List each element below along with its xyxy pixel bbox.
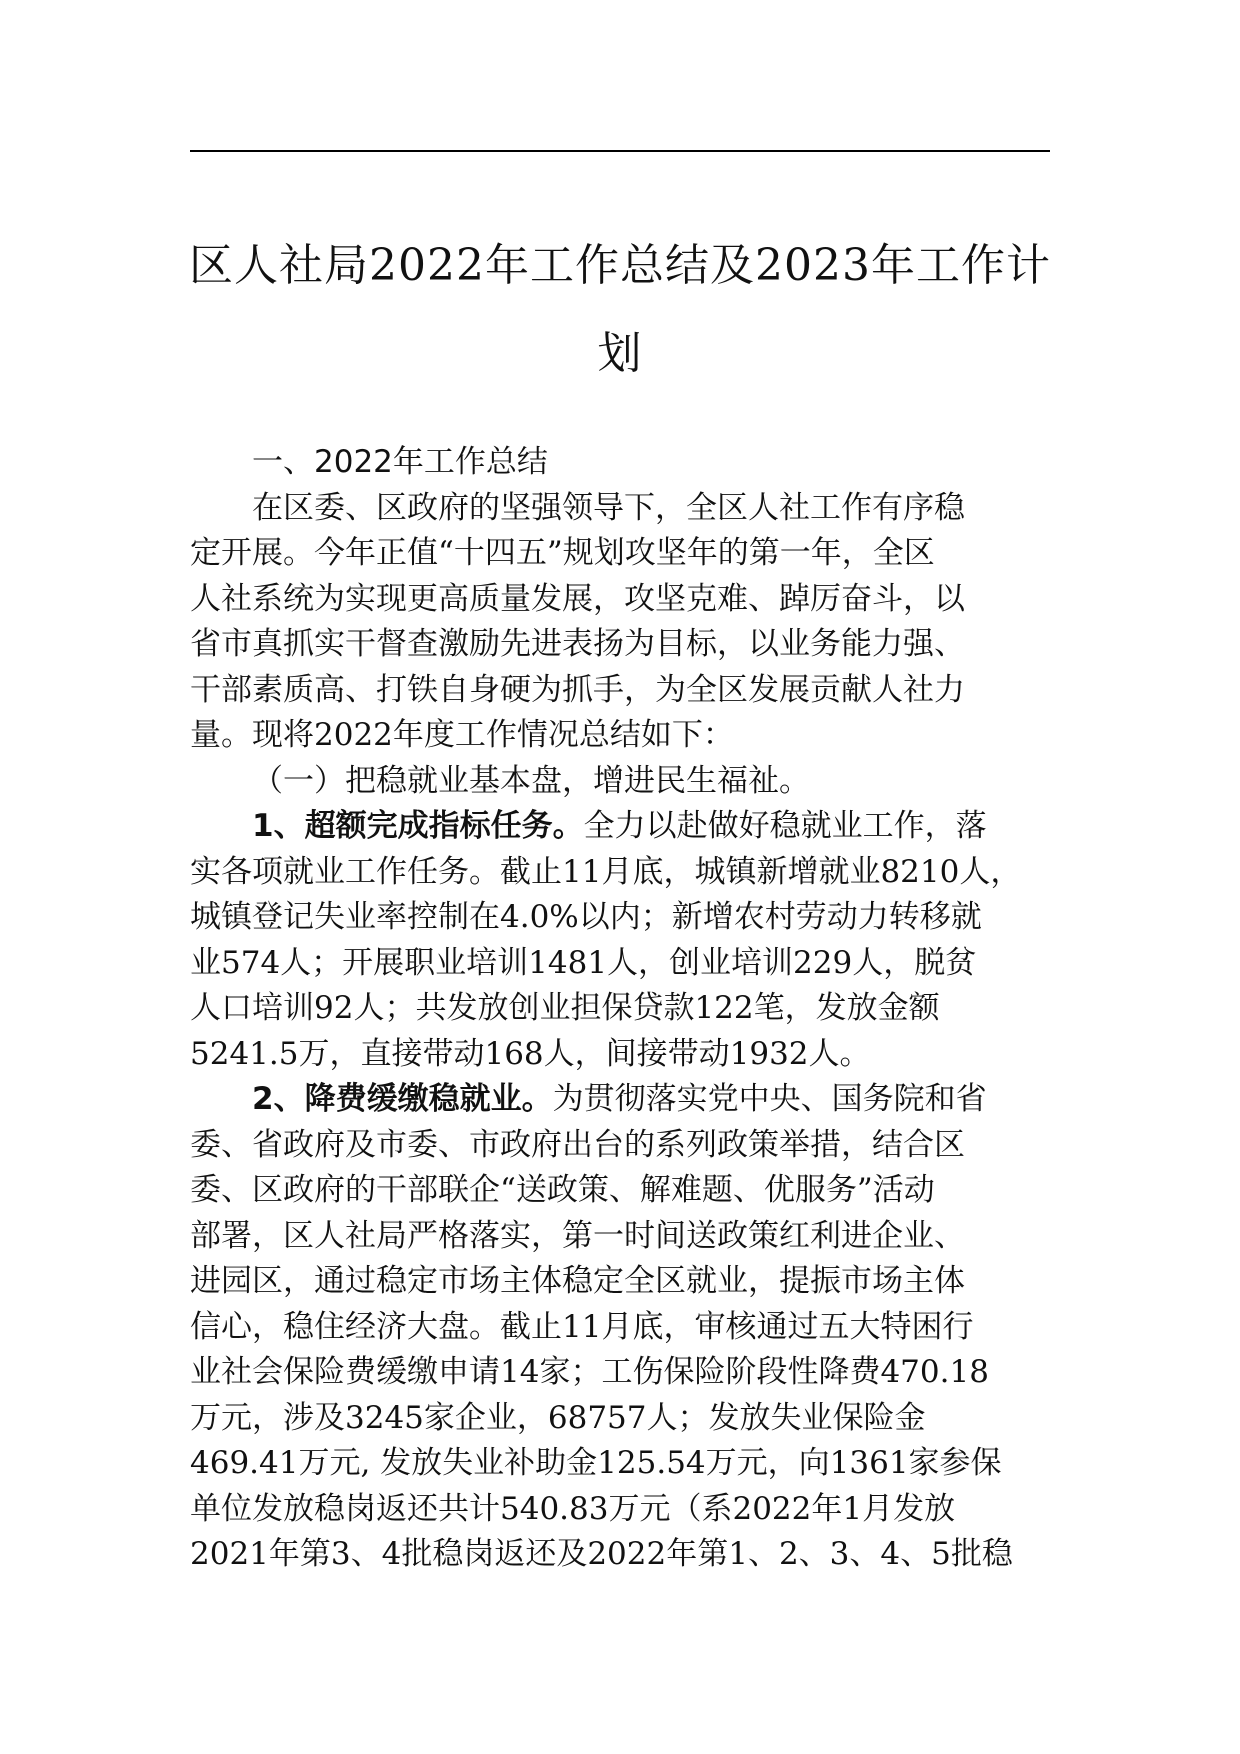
section-heading: 一、2022年工作总结 [252,444,548,480]
item-2-line: 部署，区人社局严格落实，第一时间送政策红利进企业、 [190,1217,965,1254]
intro-line: 干部素质高、打铁自身硬为抓手，为全区发展贡献人社力 [190,671,965,708]
item-1-line: 人口培训92人；共发放创业担保贷款122笔，发放金额 [190,990,940,1026]
item-2-line: 进园区，通过稳定市场主体稳定全区就业，提振市场主体 [190,1263,965,1299]
intro-line: 人社系统为实现更高质量发展，攻坚克难、踔厉奋斗，以 [190,580,965,617]
item-2-line: 业社会保险费缓缴申请14家；工伤保险阶段性降费470.18 [190,1354,989,1390]
title-line-2: 划 [597,328,643,379]
item-2-first-text: 为贯彻落实党中央、国务院和省 [552,1081,987,1117]
item-2-first-line [190,1077,1070,1123]
item-1-line: 5241.5万，直接带动168人，间接带动1932人。 [190,1035,871,1072]
item-1-line: 城镇登记失业率控制在4.0%以内；新增农村劳动力转移就 [190,899,982,935]
item-2-line: 469.41万元, 发放失业补助金125.54万元，向1361家参保 [190,1445,1002,1481]
header-rule [190,150,1050,152]
item-1-first-text: 全力以赴做好稳就业工作，落 [583,808,987,844]
document-title [180,222,1060,398]
document-body [190,440,1070,1578]
item-2-line: 2021年第3、4批稳岗返还及2022年第1、2、3、4、5批稳 [190,1536,1013,1572]
item-2-line: 委、区政府的干部联企“送政策、解难题、优服务”活动 [190,1172,935,1208]
item-1-line: 实各项就业工作任务。截止11月底，城镇新增就业8210人， [190,853,1022,890]
item-1-bold-heading: 1、超额完成指标任务。 [252,808,584,844]
intro-line: 省市真抓实干督查激励先进表扬为目标，以业务能力强、 [190,626,965,662]
item-2-line: 委、省政府及市委、市政府出台的系列政策举措，结合区 [190,1126,965,1163]
item-1-first-line [190,804,1070,850]
item-2-bold-heading: 2、降费缓缴稳就业。 [252,1081,553,1117]
title-line-1: 区人社局2022年工作总结及2023年工作计 [189,240,1051,291]
item-1-line: 业574人；开展职业培训1481人，创业培训229人，脱贫 [190,944,977,981]
intro-line: 量。现将2022年度工作情况总结如下： [190,717,734,753]
subsection-heading: （一）把稳就业基本盘，增进民生福祉。 [252,762,810,799]
item-2-line: 信心，稳住经济大盘。截止11月底，审核通过五大特困行 [190,1308,974,1345]
item-2-line: 万元，涉及3245家企业，68757人；发放失业保险金 [190,1399,926,1436]
intro-line: 在区委、区政府的坚强领导下，全区人社工作有序稳 [252,489,965,526]
intro-line: 定开展。今年正值“十四五”规划攻坚年的第一年，全区 [190,535,935,571]
item-2-line: 单位发放稳岗返还共计540.83万元（系2022年1月发放 [190,1490,956,1527]
